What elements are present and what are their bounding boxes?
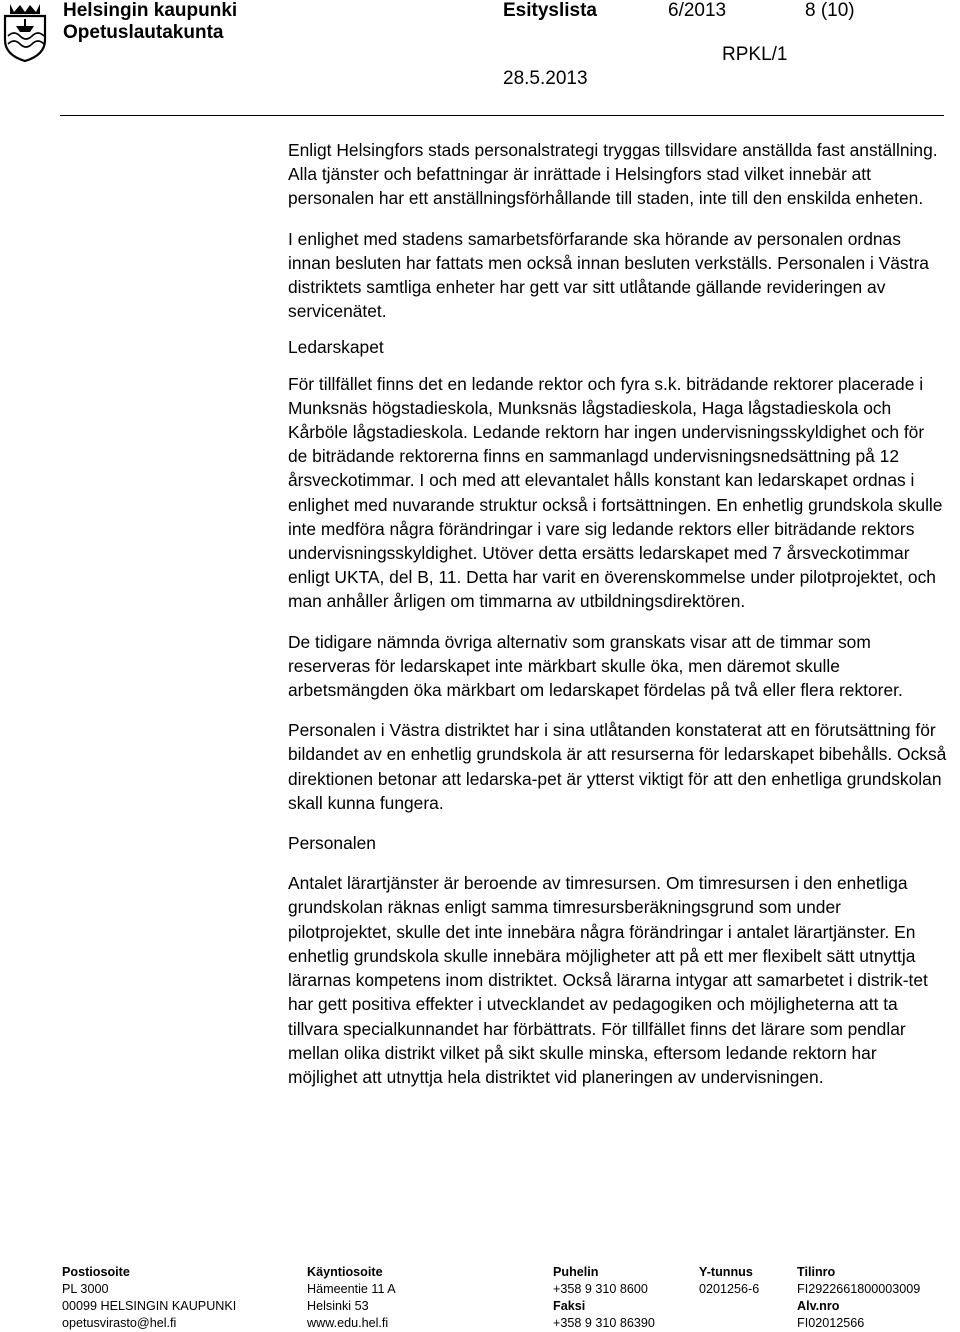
footer-line: Hämeentie 11 A — [307, 1282, 396, 1296]
footer-email: opetusvirasto@hel.fi — [62, 1316, 177, 1330]
footer-line: 00099 HELSINGIN KAUPUNKI — [62, 1299, 237, 1313]
paragraph-leadership: För tillfället finns det en ledande rektor och fyra s.k. biträdande rektorer placerade i Munksnäs högstadieskola, Munksnäs lågstadieskola, Haga lågstadieskola och Kårböle lågstadieskola. Ledande rektorn har ingen undervisningsskyldighet och för de biträdande rektorerna finns en sammanlagd undervisningsnedsättning på 12 årsveckotimmar. I och med att elevantalet hålls konstant kan ledarskapet ordnas i enlighet med nuvarande struktur också i fortsättningen. En enhetlig grundskola skulle inte medföra några förändringar i vare sig ledande rektors eller biträdande rektors undervisningsskyldighet. Utöver detta ersätts ledarskapet med 7 årsveckotimmar enligt UKTA, del B, 11. Detta har varit en överenskommelse under pilotprojektet, och man anhåller årligen om timmarna av utbildningsdirektören. — [288, 373, 943, 612]
footer-label: Faksi — [553, 1299, 586, 1313]
footer-visiting-address — [307, 1264, 396, 1332]
footer-label: Alv.nro — [797, 1299, 840, 1313]
footer-label: Käyntiosoite — [307, 1265, 383, 1279]
footer-account — [797, 1264, 920, 1332]
department-name: Opetuslautakunta — [63, 22, 224, 43]
footer-line: 0201256-6 — [699, 1282, 760, 1296]
footer-postal-address — [62, 1264, 236, 1332]
header-divider — [60, 115, 944, 116]
page-number: 8 (10) — [805, 0, 855, 21]
paragraph-hearing: I enlighet med stadens samarbetsförfarande ska hörande av personalen ordnas innan besluten har fattats men också innan besluten verkställs. Personalen i Västra distriktets samtliga enheter har gett var sitt utlåtande gällande revideringen av servicenätet. — [288, 228, 929, 322]
meeting-date: 28.5.2013 — [503, 68, 588, 89]
footer-label: Puhelin — [553, 1265, 599, 1279]
section-heading-leadership: Ledarskapet — [288, 337, 384, 358]
document-reference: RPKL/1 — [722, 44, 788, 65]
footer-website: www.edu.hel.fi — [307, 1316, 389, 1330]
helsinki-crest-logo — [0, 0, 50, 62]
footer-line: FI2922661800003009 — [797, 1282, 921, 1296]
footer-phone — [553, 1264, 655, 1332]
paragraph-staff-statements: Personalen i Västra distriktet har i sina utlåtanden konstaterat att en förutsättning för bildandet av en enhetlig grundskola är att resurserna för ledarskapet bibehålls. Också direktionen betonar att ledarska-pet är ytterst viktigt för att den enhetliga grundskolan skall kunna fungera. — [288, 720, 947, 813]
document-number: 6/2013 — [668, 0, 727, 21]
footer-label: Tilinro — [797, 1265, 836, 1279]
paragraph-teacher-posts: Antalet lärartjänster är beroende av timresursen. Om timresursen i den enhetliga grundskolan räknas enligt samma timresursberäkningsgrund som under pilotprojektet, skulle det inte innebära några förändringar i antalet lärartjänster. En enhetlig grundskola skulle innebära möjligheter att på ett mer flexibelt sätt utnyttja lärarnas kompetens inom distriktet. Också lärarna intygar att samarbetet i distrik-tet har gett positiva effekter i utvecklandet av pedagogiken och möjligheterna att ta tillvara specialkunnandet har förbättrats. För tillfället finns det lärare som pendlar mellan olika distrikt vilket på sikt skulle minska, eftersom ledande rektorn har möjlighet att utnyttja hela distriktet vid planeringen av undervisningen. — [288, 873, 928, 1087]
footer-label: Postiosoite — [62, 1265, 130, 1279]
footer-line: FI02012566 — [797, 1316, 865, 1330]
paragraph-alternatives: De tidigare nämnda övriga alternativ som granskats visar att de timmar som reserveras för ledarskapet inte märkbart skulle öka, men däremot skulle arbetsmängden öka märkbart om ledarskapet fördelas på två eller flera rektorer. — [288, 631, 903, 701]
section-heading-staff: Personalen — [288, 833, 376, 854]
footer-line: +358 9 310 86390 — [553, 1316, 655, 1330]
footer-line: Helsinki 53 — [307, 1299, 369, 1313]
footer-line: PL 3000 — [62, 1282, 109, 1296]
document-body — [288, 138, 948, 1105]
document-type: Esityslista — [503, 0, 597, 21]
organization-name: Helsingin kaupunki — [63, 0, 238, 21]
footer-business-id — [699, 1264, 759, 1298]
paragraph-employment: Enligt Helsingfors stads personalstrategi tryggas tillsvidare anställda fast anställning. Alla tjänster och befattningar är inrättade i Helsingfors stad vilket innebär att personalen har ett anställningsförhållande till staden, inte till den enskilda enheten. — [288, 140, 938, 209]
footer-label: Y-tunnus — [699, 1265, 753, 1279]
footer-line: +358 9 310 8600 — [553, 1282, 648, 1296]
